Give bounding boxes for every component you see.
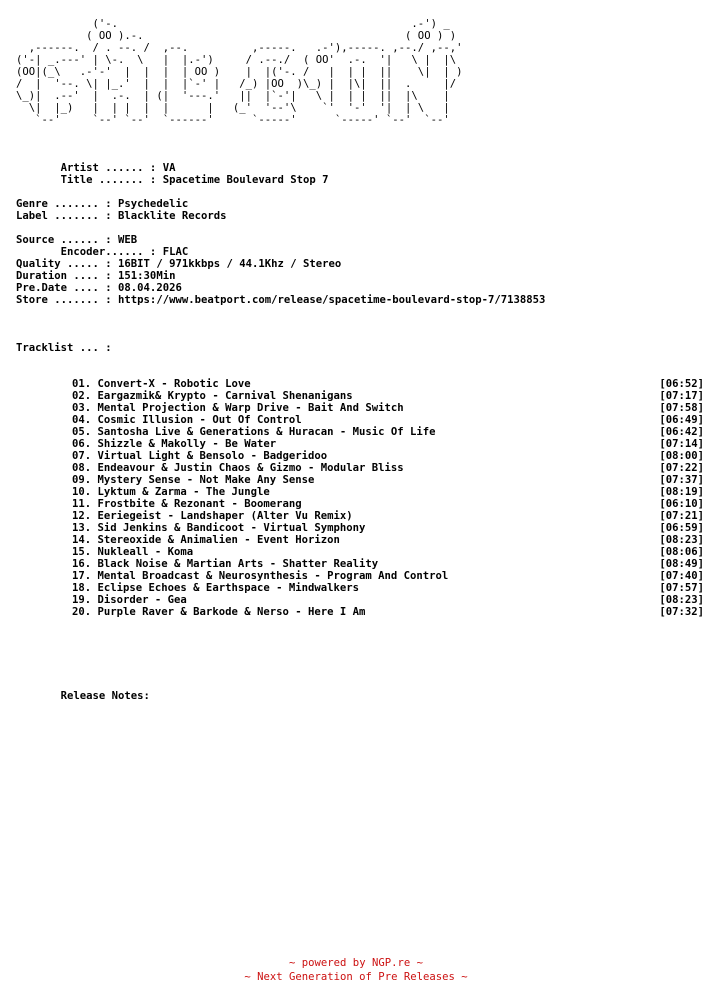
track-row bbox=[16, 570, 704, 582]
track-title: 04. Cosmic Illusion - Out Of Control bbox=[72, 414, 302, 426]
track-title: 18. Eclipse Echoes & Earthspace - Mindwalkers bbox=[72, 582, 360, 594]
genre-line: Genre ....... : Psychedelic bbox=[16, 198, 189, 210]
track-title: 01. Convert-X - Robotic Love bbox=[72, 378, 251, 390]
track-duration: [07:32] bbox=[659, 606, 704, 618]
track-title: 07. Virtual Light & Bensolo - Badgeridoo bbox=[72, 450, 328, 462]
track-row bbox=[16, 474, 704, 486]
logo-line: ('-. .-') _ bbox=[16, 18, 450, 30]
track-duration: [07:14] bbox=[659, 438, 704, 450]
logo-line: ('-| _.---' | \-. \ | |.-') / .--./ ( OO' .-. '| \ | |\ bbox=[16, 54, 457, 66]
track-title: 10. Lyktum & Zarma - The Jungle bbox=[72, 486, 270, 498]
track-title: 19. Disorder - Gea bbox=[72, 594, 187, 606]
logo-line: \_)| .--' | .-. | (| '---.' || |`-'| \ | | | || |\ | bbox=[16, 90, 450, 102]
label-line: Label ....... : Blacklite Records bbox=[16, 210, 227, 222]
track-duration: [07:22] bbox=[659, 462, 704, 474]
track-duration: [07:37] bbox=[659, 474, 704, 486]
store-line: Store ....... : https://www.beatport.com/release/spacetime-boulevard-stop-7/7138853 bbox=[16, 294, 546, 306]
artist-line: Artist ...... : VA bbox=[16, 162, 176, 174]
track-row bbox=[16, 522, 704, 534]
track-duration: [06:59] bbox=[659, 522, 704, 534]
track-row bbox=[16, 426, 704, 438]
track-duration: [07:40] bbox=[659, 570, 704, 582]
track-row bbox=[16, 558, 704, 570]
track-title: 13. Sid Jenkins & Bandicoot - Virtual Symphony bbox=[72, 522, 366, 534]
footer-tagline: ~ Next Generation of Pre Releases ~ bbox=[244, 971, 468, 983]
track-duration: [08:19] bbox=[659, 486, 704, 498]
tracklist-heading: Tracklist ... : bbox=[16, 342, 112, 354]
track-duration: [08:23] bbox=[659, 594, 704, 606]
track-row bbox=[16, 390, 704, 402]
track-duration: [06:10] bbox=[659, 498, 704, 510]
track-row bbox=[16, 438, 704, 450]
predate-line: Pre.Date .... : 08.04.2026 bbox=[16, 282, 182, 294]
track-row bbox=[16, 414, 704, 426]
logo-line: ( OO ).-. ( OO ) ) bbox=[16, 30, 457, 42]
logo-line: / | '--. \| |_.' | | |`-' | /_) |OO )\_) | |\| || . |/ bbox=[16, 78, 457, 90]
track-duration: [08:23] bbox=[659, 534, 704, 546]
track-row bbox=[16, 402, 704, 414]
tracklist bbox=[16, 378, 704, 618]
track-title: 02. Eargazmik& Krypto - Carnival Shenanigans bbox=[72, 390, 353, 402]
duration-line: Duration .... : 151:30Min bbox=[16, 270, 176, 282]
track-duration: [07:58] bbox=[659, 402, 704, 414]
source-line: Source ...... : WEB bbox=[16, 234, 138, 246]
track-row bbox=[16, 378, 704, 390]
encoder-line: Encoder...... : FLAC bbox=[16, 246, 189, 258]
track-duration: [07:21] bbox=[659, 510, 704, 522]
track-duration: [07:17] bbox=[659, 390, 704, 402]
logo-line: \| |_) | | | | | | (_' '--'\ `' '-' '| | \ | bbox=[16, 102, 450, 114]
track-title: 12. Eeriegeist - Landshaper (Alter Vu Remix) bbox=[72, 510, 353, 522]
track-duration: [06:42] bbox=[659, 426, 704, 438]
track-title: 17. Mental Broadcast & Neurosynthesis - Program And Control bbox=[72, 570, 449, 582]
track-row bbox=[16, 462, 704, 474]
track-title: 20. Purple Raver & Barkode & Nerso - Here I Am bbox=[72, 606, 366, 618]
track-row bbox=[16, 534, 704, 546]
track-duration: [06:52] bbox=[659, 378, 704, 390]
track-row bbox=[16, 450, 704, 462]
quality-line: Quality ..... : 16BIT / 971kkbps / 44.1Khz / Stereo bbox=[16, 258, 342, 270]
release-notes-heading: Release Notes: bbox=[16, 690, 150, 702]
track-row bbox=[16, 498, 704, 510]
track-duration: [08:00] bbox=[659, 450, 704, 462]
track-duration: [06:49] bbox=[659, 414, 704, 426]
track-title: 05. Santosha Live & Generations & Huracan - Music Of Life bbox=[72, 426, 436, 438]
track-title: 08. Endeavour & Justin Chaos & Gizmo - Modular Bliss bbox=[72, 462, 404, 474]
track-row bbox=[16, 594, 704, 606]
track-row bbox=[16, 486, 704, 498]
track-title: 03. Mental Projection & Warp Drive - Bait And Switch bbox=[72, 402, 404, 414]
footer-powered-by: ~ powered by NGP.re ~ bbox=[289, 957, 423, 969]
track-title: 15. Nukleall - Koma bbox=[72, 546, 194, 558]
track-title: 06. Shizzle & Makolly - Be Water bbox=[72, 438, 277, 450]
track-row bbox=[16, 510, 704, 522]
logo-line: `--' `--' `--' `------' `-----' `-----' `--' `--' bbox=[16, 114, 450, 126]
track-row bbox=[16, 546, 704, 558]
track-title: 16. Black Noise & Martian Arts - Shatter Reality bbox=[72, 558, 379, 570]
track-duration: [08:06] bbox=[659, 546, 704, 558]
logo-line: (OO|(_\ .-'-' | | | | OO ) | |('-. / | | | || \| | ) bbox=[16, 66, 463, 78]
track-row bbox=[16, 582, 704, 594]
track-title: 09. Mystery Sense - Not Make Any Sense bbox=[72, 474, 315, 486]
title-line: Title ....... : Spacetime Boulevard Stop 7 bbox=[16, 174, 329, 186]
logo-line: ,------. / . --. / ,--. ,-----. .-'),-----. ,--./ ,--,' bbox=[16, 42, 463, 54]
nfo-text bbox=[16, 18, 704, 702]
track-duration: [08:49] bbox=[659, 558, 704, 570]
track-title: 14. Stereoxide & Animalien - Event Horizon bbox=[72, 534, 340, 546]
track-row bbox=[16, 606, 704, 618]
track-duration: [07:57] bbox=[659, 582, 704, 594]
track-title: 11. Frostbite & Rezonant - Boomerang bbox=[72, 498, 302, 510]
